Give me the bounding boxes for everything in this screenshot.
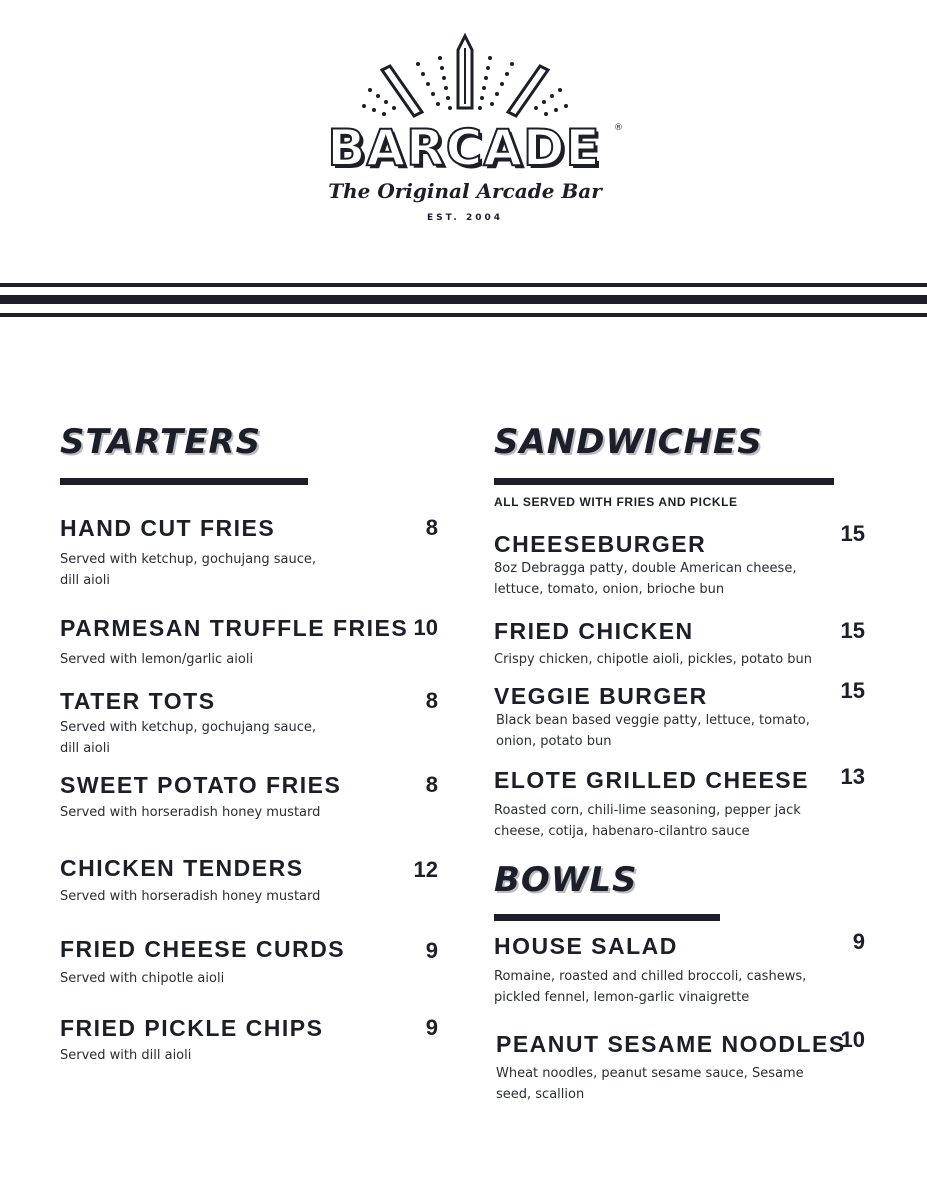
menu-item-price: 15 [840,521,865,546]
menu-item-description: Served with lemon/garlic aioli [60,652,254,667]
menu-item-description: 8oz Debragga patty, double American cheese, lettuce, tomato, onion, brioche bun [494,561,797,597]
section-title-bowls: BOWLS [494,860,638,900]
menu-item-name: PEANUT SESAME NOODLES [496,1031,846,1057]
menu-item-price: 15 [840,678,865,703]
menu-item-description: Wheat noodles, peanut sesame sauce, Sesame seed, scallion [496,1066,804,1102]
menu-item-name: ELOTE GRILLED CHEESE [494,767,809,793]
menu-item-name: VEGGIE BURGER [494,683,708,709]
barcade-logo [300,28,630,233]
menu-item-price: 10 [413,615,438,640]
header-divider-line [0,295,927,304]
menu-item-description: Roasted corn, chili-lime seasoning, pepper jack cheese, cotija, habenaro-cilantro sauce [494,803,801,839]
menu-item-name: TATER TOTS [60,688,216,714]
menu-item-name: HAND CUT FRIES [60,515,276,541]
menu-item-description: Served with chipotle aioli [60,971,225,986]
menu-item-description: Crispy chicken, chipotle aioli, pickles, potato bun [494,652,813,667]
menu-item-description: Black bean based veggie patty, lettuce, tomato, onion, potato bun [496,713,810,749]
section-underline [494,914,720,921]
menu-item-description: Romaine, roasted and chilled broccoli, cashews, pickled fennel, lemon-garlic vinaigrette [494,969,807,1005]
menu-item-price: 15 [840,618,865,643]
menu-item-price: 8 [425,772,438,797]
menu-item-name: PARMESAN TRUFFLE FRIES [60,615,409,641]
header-divider-line [0,283,927,287]
menu-item-name: FRIED CHICKEN [494,618,694,644]
menu-item-price: 9 [425,1015,438,1040]
section-title-sandwiches: SANDWICHES [494,422,763,462]
menu-item-price: 10 [840,1027,865,1052]
section-note: ALL SERVED WITH FRIES AND PICKLE [494,495,738,509]
menu-item-price: 12 [413,857,438,882]
menu-item-price: 8 [425,515,438,540]
menu-item-name: CHEESEBURGER [494,531,707,557]
section-title-starters: STARTERS [60,422,262,462]
section-underline [60,478,308,485]
menu-item-description: Served with ketchup, gochujang sauce, dill aioli [60,552,316,588]
brand-name: BARCADE [327,119,601,177]
menu-item-description: Served with dill aioli [60,1048,192,1063]
menu-item-name: SWEET POTATO FRIES [60,772,342,798]
established-year: EST. 2004 [426,213,503,223]
menu-item-name: CHICKEN TENDERS [60,855,304,881]
tagline: The Original Arcade Bar [328,179,602,203]
menu-item-description: Served with ketchup, gochujang sauce, dill aioli [60,720,316,756]
menu-item-price: 8 [425,688,438,713]
menu-item-price: 9 [425,938,438,963]
header-divider-line [0,313,927,317]
registered-mark: ® [614,123,623,133]
menu-item-description: Served with horseradish honey mustard [60,805,321,820]
menu-item-name: FRIED CHEESE CURDS [60,936,346,962]
menu-item-description: Served with horseradish honey mustard [60,889,321,904]
menu-item-price: 13 [840,764,865,789]
menu-item-name: HOUSE SALAD [494,933,678,959]
menu-item-price: 9 [852,929,865,954]
menu-item-name: FRIED PICKLE CHIPS [60,1015,324,1041]
section-underline [494,478,834,485]
